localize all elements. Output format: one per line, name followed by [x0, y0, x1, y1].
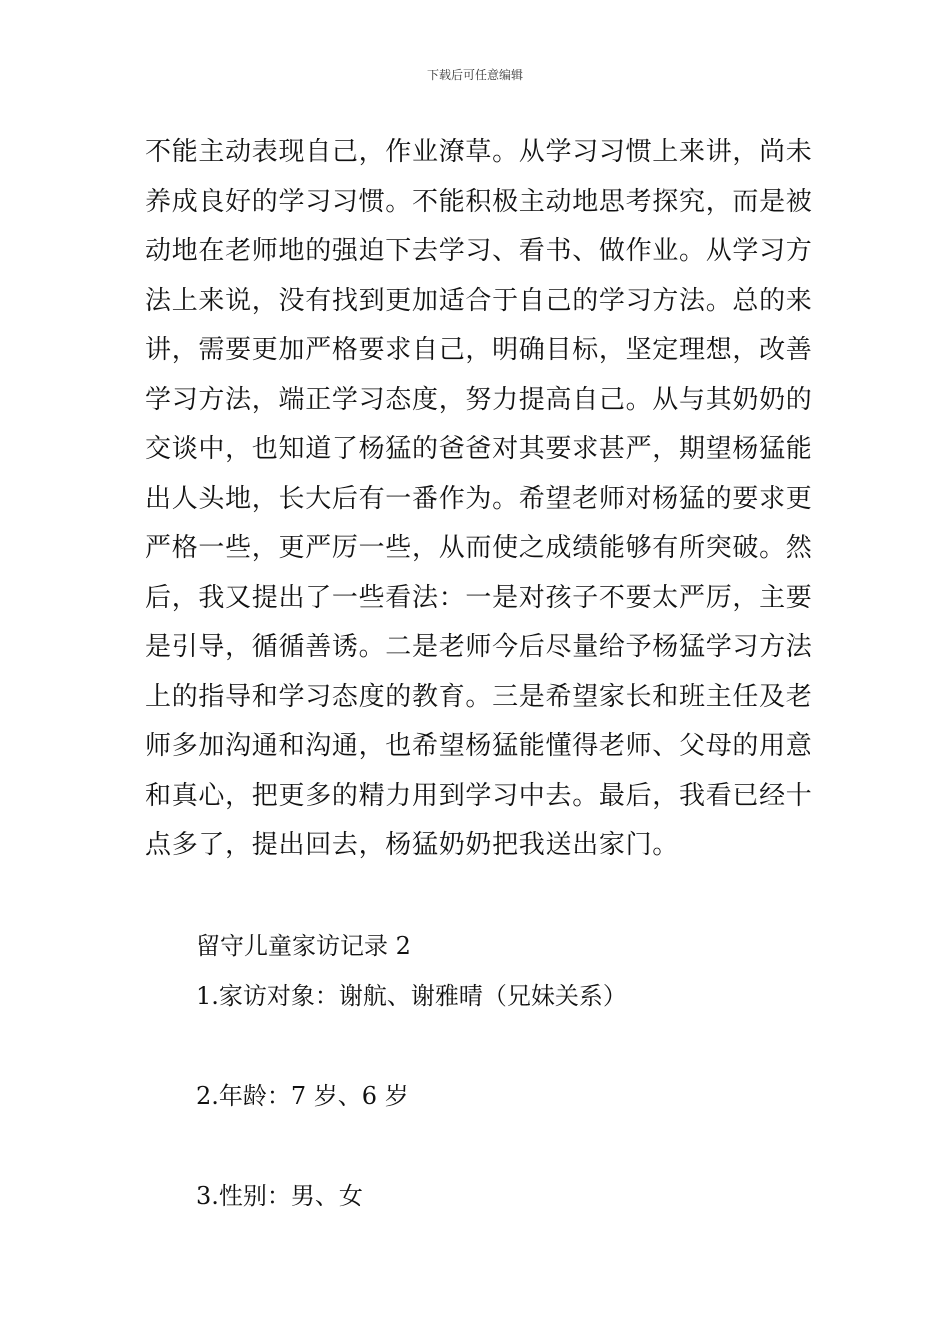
paragraph-line: 学习方法，端正学习态度，努力提高自己。从与其奶奶的	[145, 384, 813, 415]
record-item-age: 2.年龄：7 岁、6 岁	[196, 1082, 409, 1110]
paragraph-line: 养成良好的学习习惯。不能积极主动地思考探究，而是被	[145, 186, 813, 217]
paragraph-line: 点多了，提出回去，杨猛奶奶把我送出家门。	[145, 830, 680, 860]
page-header: 下载后可任意编辑	[426, 68, 523, 82]
paragraph-line: 动地在老师地的强迫下去学习、看书、做作业。从学习方	[145, 236, 813, 266]
paragraph-line: 不能主动表现自己，作业潦草。从学习习惯上来讲，尚未	[145, 137, 813, 167]
paragraph-line: 严格一些，更严厉一些，从而使之成绩能够有所突破。然	[145, 533, 813, 563]
paragraph-line: 法上来说，没有找到更加适合于自己的学习方法。总的来	[145, 285, 813, 316]
record-item-gender: 3.性别：男、女	[196, 1182, 363, 1210]
paragraph-line: 上的指导和学习态度的教育。三是希望家长和班主任及老	[145, 681, 813, 712]
body-paragraph	[145, 128, 815, 871]
section-title: 留守儿童家访记录 2	[196, 932, 411, 960]
paragraph-line: 出人头地，长大后有一番作为。希望老师对杨猛的要求更	[145, 483, 813, 514]
record-item-subject: 1.家访对象：谢航、谢雅晴（兄妹关系）	[196, 982, 627, 1010]
paragraph-line: 后，我又提出了一些看法：一是对孩子不要太严厉，主要	[145, 582, 813, 613]
paragraph-line: 师多加沟通和沟通，也希望杨猛能懂得老师、父母的用意	[145, 731, 813, 761]
paragraph-line: 是引导，循循善诱。二是老师今后尽量给予杨猛学习方法	[145, 632, 813, 662]
paragraph-line: 交谈中，也知道了杨猛的爸爸对其要求甚严，期望杨猛能	[145, 434, 813, 464]
paragraph-line: 和真心，把更多的精力用到学习中去。最后，我看已经十	[145, 780, 813, 811]
paragraph-line: 讲，需要更加严格要求自己，明确目标，坚定理想，改善	[145, 335, 813, 365]
